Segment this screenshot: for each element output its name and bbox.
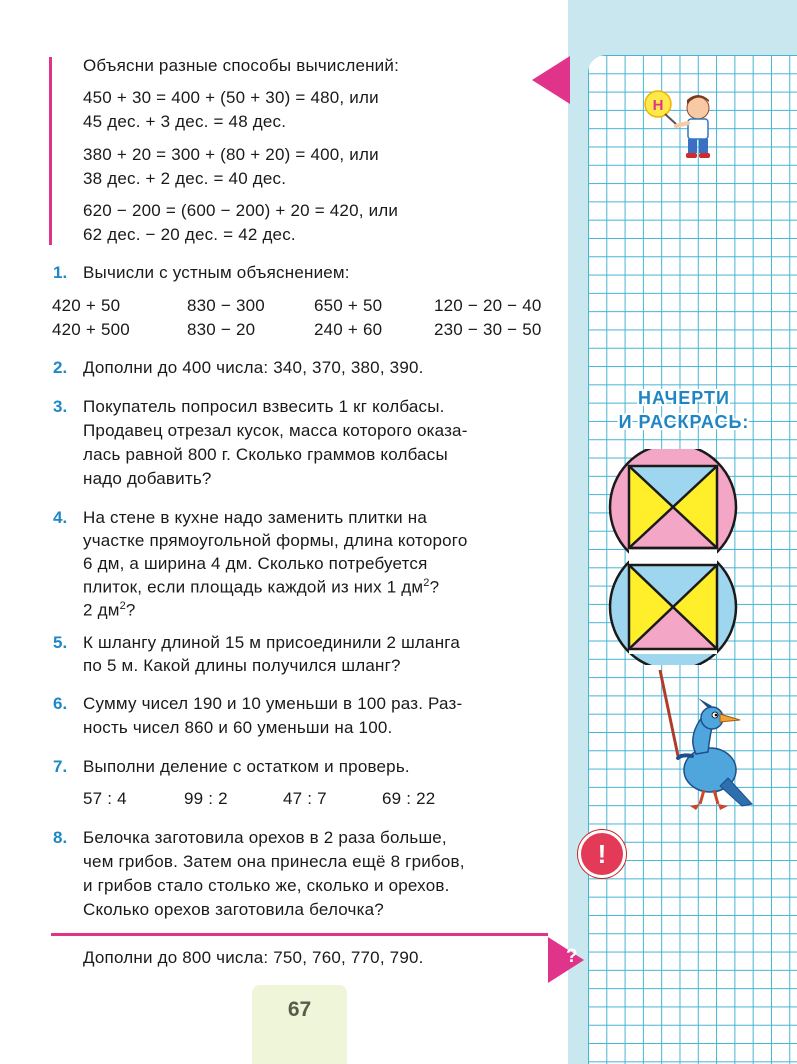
boy-character-icon xyxy=(640,88,720,174)
division-item: 47 : 7 xyxy=(283,789,327,808)
intro-line: 62 дес. − 20 дес. = 42 дес. xyxy=(83,225,296,244)
task-text: Дополни до 400 числа: 340, 370, 380, 390. xyxy=(83,358,424,377)
task-number: 5. xyxy=(53,633,68,652)
intro-line: 380 + 20 = 300 + (80 + 20) = 400, или xyxy=(83,145,379,164)
task-line: ность чисел 860 и 60 уменьши на 100. xyxy=(83,718,393,737)
sidebar-heading-line1: НАЧЕРТИ xyxy=(638,388,730,408)
task-line: Продавец отрезал кусок, масса которого оказа- xyxy=(83,421,468,440)
task-number: 2. xyxy=(53,358,68,377)
intro-marker-bar xyxy=(49,57,52,245)
task-text: Вычисли с устным объяснением: xyxy=(83,263,350,282)
expression: 240 + 60 xyxy=(314,320,383,339)
task-number: 8. xyxy=(53,828,68,847)
task-number: 6. xyxy=(53,694,68,713)
intro-line: 450 + 30 = 400 + (50 + 30) = 480, или xyxy=(83,88,379,107)
exclamation-icon: ! xyxy=(578,830,626,878)
task-line xyxy=(83,577,439,598)
divider-line xyxy=(51,933,548,936)
task-line: Сумму чисел 190 и 10 уменьши в 100 раз. Раз- xyxy=(83,694,463,713)
sidebar-heading-line2: И РАСКРАСЬ: xyxy=(618,412,750,432)
intro-line: 38 дес. + 2 дес. = 40 дес. xyxy=(83,169,287,188)
expression: 830 − 20 xyxy=(187,320,256,339)
task-number: 1. xyxy=(53,263,68,282)
task-line: чем грибов. Затем она принесла ещё 8 грибов, xyxy=(83,852,465,871)
task-line-text: 2 дм xyxy=(83,600,120,620)
intro-line: 45 дес. + 3 дес. = 48 дес. xyxy=(83,112,287,131)
task-text: Выполни деление с остатком и проверь. xyxy=(83,757,410,776)
task-line-text: плиток, если площадь каждой из них 1 дм xyxy=(83,577,424,597)
extra-task-text: Дополни до 800 числа: 750, 760, 770, 790. xyxy=(83,948,424,967)
task-number: 4. xyxy=(53,508,68,527)
badge-letter: Н xyxy=(652,97,664,114)
question-mark: ? xyxy=(429,577,440,597)
task-line: Покупатель попросил взвесить 1 кг колбасы. xyxy=(83,397,445,416)
task-line: 6 дм, а ширина 4 дм. Сколько потребуется xyxy=(83,554,428,573)
division-item: 57 : 4 xyxy=(83,789,127,808)
question-mark: ? xyxy=(125,600,136,620)
division-item: 99 : 2 xyxy=(184,789,228,808)
task-line: Сколько орехов заготовила белочка? xyxy=(83,900,384,919)
question-mark-label: ? xyxy=(566,946,578,967)
division-item: 69 : 22 xyxy=(382,789,436,808)
expression: 230 − 30 − 50 xyxy=(434,320,542,339)
intro-title: Объясни разные способы вычислений: xyxy=(83,56,399,75)
page-number-box xyxy=(252,985,347,1064)
task-number: 3. xyxy=(53,397,68,416)
intro-line: 620 − 200 = (600 − 200) + 20 = 420, или xyxy=(83,201,399,220)
task-line xyxy=(83,600,136,621)
page-number: 67 xyxy=(287,998,312,1021)
bird-teacher-icon xyxy=(648,668,758,813)
task-line: лась равной 800 г. Сколько граммов колбасы xyxy=(83,445,448,464)
expression: 830 − 300 xyxy=(187,296,265,315)
expression: 120 − 20 − 40 xyxy=(434,296,542,315)
task-line: участке прямоугольной формы, длина которого xyxy=(83,531,468,550)
geometric-figure xyxy=(606,449,740,665)
task-line: по 5 м. Какой длины получился шланг? xyxy=(83,656,401,675)
superscript: 2 xyxy=(119,600,126,612)
task-line: На стене в кухне надо заменить плитки на xyxy=(83,508,428,527)
task-number: 7. xyxy=(53,757,68,776)
expression: 420 + 500 xyxy=(52,320,130,339)
expression: 420 + 50 xyxy=(52,296,121,315)
task-line: Белочка заготовила орехов в 2 раза больше, xyxy=(83,828,447,847)
superscript: 2 xyxy=(423,577,430,589)
expression: 650 + 50 xyxy=(314,296,383,315)
task-line: К шлангу длиной 15 м присоединили 2 шланга xyxy=(83,633,460,652)
pointer-triangle-icon xyxy=(532,56,570,104)
task-line: надо добавить? xyxy=(83,469,212,488)
task-line: и грибов стало столько же, сколько и орехов. xyxy=(83,876,450,895)
